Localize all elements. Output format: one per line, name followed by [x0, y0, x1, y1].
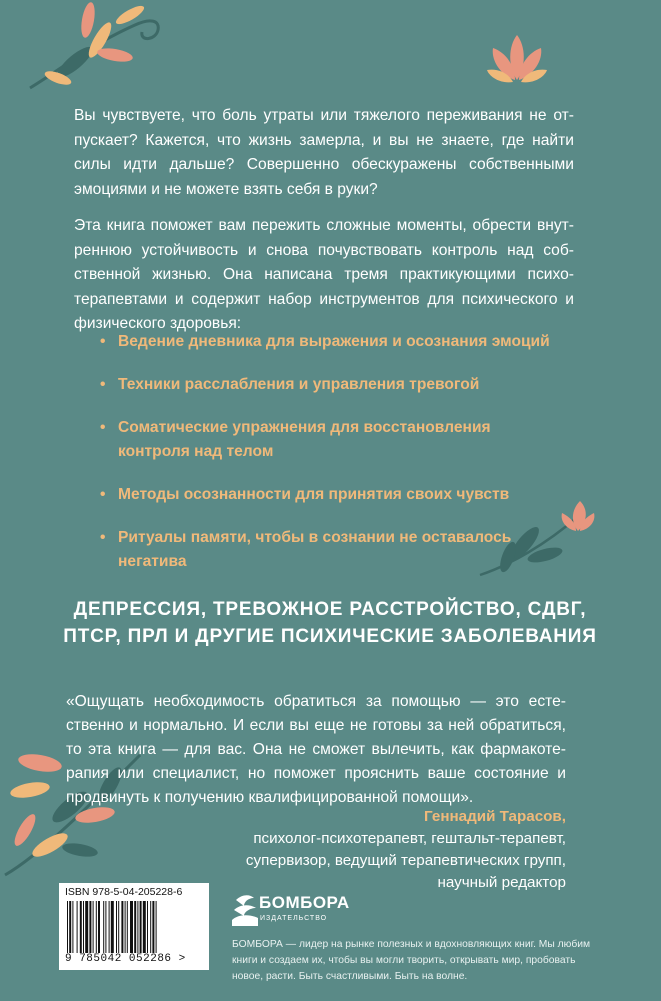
- endorsement-quote: «Ощущать необходимость обратиться за помощью — это естественно и нормально. И если вы еще не готовы за ней обратиться, то эта книга — для вас. Она не сможет вылечить, как фармакотерапия или специалист, но поможет прояснить ваше состояние и продвинуть к получению квалифицированной помощи».: [66, 693, 566, 806]
- barcode-block: [59, 883, 209, 970]
- feature-item: • Соматические упражнения для восстановления контроля над телом: [100, 416, 560, 464]
- feature-item: • Методы осознанности для принятия своих чувств: [100, 483, 560, 507]
- feature-list: [100, 330, 560, 593]
- publisher-description: БОМБОРА — лидер на рынке полезных и вдохновляющих книг. Мы любим книги и создаем их, чтобы вы могли творить, открывать мир, пробовать новое, расти. Быть счастливыми. Быть на волне.: [232, 939, 591, 982]
- barcode-digits: 9 785042 052286 >: [65, 953, 186, 965]
- isbn-text: ISBN 978-5-04-205228-6: [65, 886, 183, 898]
- quote-author: [146, 806, 566, 894]
- feature-item: • Техники расслабления и управления тревогой: [100, 373, 560, 397]
- lotus-top-right: [485, 30, 550, 90]
- feature-item: • Ритуалы памяти, чтобы в сознании не оставалось негатива: [100, 526, 560, 574]
- author-name: Геннадий Тарасов,: [424, 808, 566, 825]
- publisher-logo-subtitle: ИЗДАТЕЛЬСТВО: [260, 915, 328, 922]
- bombora-wave-icon: [232, 892, 258, 928]
- author-role-line: супервизор, ведущий терапевтических групп,: [245, 852, 566, 869]
- feature-item: • Ведение дневника для выражения и осознания эмоций: [100, 330, 560, 354]
- publisher-logo: [232, 888, 352, 934]
- intro-paragraph: Вы чувствуете, что боль утраты или тяжелого переживания не отпускает? Кажется, что жизнь замерла, и вы не знаете, где найти силы идти дальше? Совершенно обескуражены собственными эмоциями и не можете взять себя в руки?: [74, 107, 574, 198]
- author-role-line: психолог-психотерапевт, гештальт-терапевт,: [253, 830, 566, 847]
- publisher-logo-name: БОМБОРА: [259, 893, 350, 912]
- author-role-line: научный редактор: [437, 874, 566, 891]
- conditions-headline: ДЕПРЕССИЯ, ТРЕВОЖНОЕ РАССТРОЙСТВО, СДВГ, ПТСР, ПРЛ И ДРУГИЕ ПСИХИЧЕСКИЕ ЗАБОЛЕВАНИЯ: [63, 599, 597, 647]
- book-description-paragraph: Эта книга поможет вам пережить сложные моменты, обрести внутреннюю устойчивость и снова почувствовать контроль над собственной жизнью. Она написана тремя практикующими психотерапевтами и содержит набор инструментов для психического и физического здоровья:: [74, 217, 574, 332]
- barcode-icon: [65, 901, 203, 953]
- floral-branch-top-left: [20, 0, 180, 95]
